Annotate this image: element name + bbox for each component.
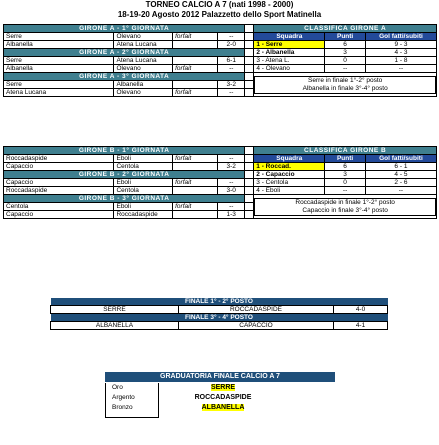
girone-a-g1-title: GIRONE A - 1° GIORNATA [4,25,245,33]
classifica-goals: 9 - 3 [365,41,436,49]
classifica-goals: 1 - 8 [365,57,436,65]
match-home: Capaccio [4,163,114,171]
classifica-team: 2 - Capaccio [254,171,325,179]
classifica-points: 3 [325,49,366,57]
match-note: forfait [173,155,218,163]
classifica-team: 4 - Olevano [254,65,325,73]
match-away: Olevano [114,65,173,73]
classifica-points: 0 [325,57,366,65]
girone-b-g3-title: GIRONE B - 3° GIORNATA [4,195,245,203]
match-away: Olevano [114,33,173,41]
girone-a-g3-title: GIRONE A - 3° GIORNATA [4,73,245,81]
match-away: Eboli [114,203,173,211]
match-note: forfait [173,179,218,187]
final-12-score: 4-0 [334,306,388,314]
girone-a-note [254,76,436,94]
medal-silver: Argento [112,394,135,401]
team-column [163,383,283,417]
match-note: forfait [173,33,218,41]
match-score: 2-0 [218,41,245,49]
match-note: forfait [173,203,218,211]
match-note [173,187,218,195]
classifica-goals: 2 - 6 [365,179,436,187]
classifica-team: 2 - Albanella [254,49,325,57]
match-score: 3-2 [218,163,245,171]
classifica-points: 6 [325,41,366,49]
graduatoria-panel [105,372,335,442]
classifica-header-points: Punti [325,155,366,163]
final-34-away: CAPACCIO [179,322,334,330]
classifica-points: -- [325,65,366,73]
classifica-a-title: CLASSIFICA GIRONE A [254,25,437,33]
match-home: Centola [4,203,114,211]
match-home: Capaccio [4,211,114,219]
girone-b-table [3,146,437,219]
girone-a-g2-title: GIRONE A - 2° GIORNATA [4,49,245,57]
match-score: 3-0 [218,187,245,195]
classifica-goals: 4 - 3 [365,49,436,57]
match-away: Atena Lucana [114,41,173,49]
match-away: Albanella [114,81,173,89]
classifica-team: 1 - Serre [254,41,325,49]
classifica-b-title: CLASSIFICA GIRONE B [254,147,437,155]
match-home: Albanella [4,41,114,49]
match-note [173,163,218,171]
match-home: Roccadaspide [4,187,114,195]
final-34-title: FINALE 3° - 4° POSTO [51,314,388,322]
classifica-goals: 6 - 1 [365,163,436,171]
match-home: Atena Lucana [4,89,114,97]
final-12-away: ROCCADASPIDE [179,306,334,314]
classifica-header-points: Punti [325,33,366,41]
medal-gold: Oro [112,384,123,391]
silver-team: ROCCADASPIDE [194,394,252,401]
match-score: -- [218,65,245,73]
match-home: Roccadaspide [4,155,114,163]
note-line: Serre in finale 1°-2° posto [308,76,383,84]
page-title: TORNEO CALCIO A 7 (nati 1998 - 2000) [145,0,294,9]
match-score: -- [218,203,245,211]
final-34-score: 4-1 [334,322,388,330]
classifica-header-team: Squadra [254,155,325,163]
match-away: Eboli [114,155,173,163]
match-away: Centola [114,163,173,171]
match-note: forfait [173,65,218,73]
classifica-header-goals: Gol fatti/subiti [365,155,436,163]
medal-bronze: Bronzo [112,404,133,411]
classifica-goals: -- [365,187,436,195]
girone-b-g2-title: GIRONE B - 2° GIORNATA [4,171,245,179]
match-away: Centola [114,187,173,195]
match-away: Eboli [114,179,173,187]
note-line: Roccadaspide in finale 1°-2° posto [295,198,395,206]
classifica-goals: 4 - 5 [365,171,436,179]
classifica-team: 3 - Atena L. [254,57,325,65]
medal-column [105,383,159,418]
page-subtitle: 18-19-20 Agosto 2012 Palazzetto dello Sport Matinella [117,10,322,19]
classifica-header-team: Squadra [254,33,325,41]
match-note: forfait [173,89,218,97]
match-note [173,81,218,89]
final-34-home: ALBANELLA [51,322,179,330]
match-score: 1-3 [218,211,245,219]
classifica-team: 4 - Eboli [254,187,325,195]
match-note [173,211,218,219]
final-12-home: SERRE [51,306,179,314]
match-home: Serre [4,81,114,89]
gold-team: SERRE [210,384,236,391]
girone-a-table [3,24,437,97]
finals-table [50,298,388,330]
match-away: Atena Lucana [114,57,173,65]
girone-b-note [254,198,436,216]
classifica-points: 3 [325,171,366,179]
match-score: 6-1 [218,57,245,65]
classifica-points: -- [325,187,366,195]
bronze-team: ALBANELLA [201,404,245,411]
match-away: Olevano [114,89,173,97]
classifica-team: 3 - Centola [254,179,325,187]
match-score: -- [218,33,245,41]
match-score: -- [218,89,245,97]
match-note [173,57,218,65]
classifica-goals: -- [365,65,436,73]
note-line: Albanella in finale 3°-4° posto [302,84,388,92]
graduatoria-title: GRADUATORIA FINALE CALCIO A 7 [105,372,335,382]
match-score: -- [218,155,245,163]
classifica-team: 1 - Roccad. [254,163,325,171]
match-score: 3-2 [218,81,245,89]
match-score: -- [218,179,245,187]
match-home: Serre [4,57,114,65]
match-note [173,41,218,49]
girone-b-g1-title: GIRONE B - 1° GIORNATA [4,147,245,155]
match-home: Capaccio [4,179,114,187]
match-home: Albanella [4,65,114,73]
classifica-points: 6 [325,163,366,171]
final-12-title: FINALE 1° - 2° POSTO [51,298,388,306]
classifica-header-goals: Gol fatti/subiti [365,33,436,41]
note-line: Capaccio in finale 3°-4° posto [302,206,388,214]
classifica-points: 0 [325,179,366,187]
match-away: Roccadaspide [114,211,173,219]
match-home: Serre [4,33,114,41]
